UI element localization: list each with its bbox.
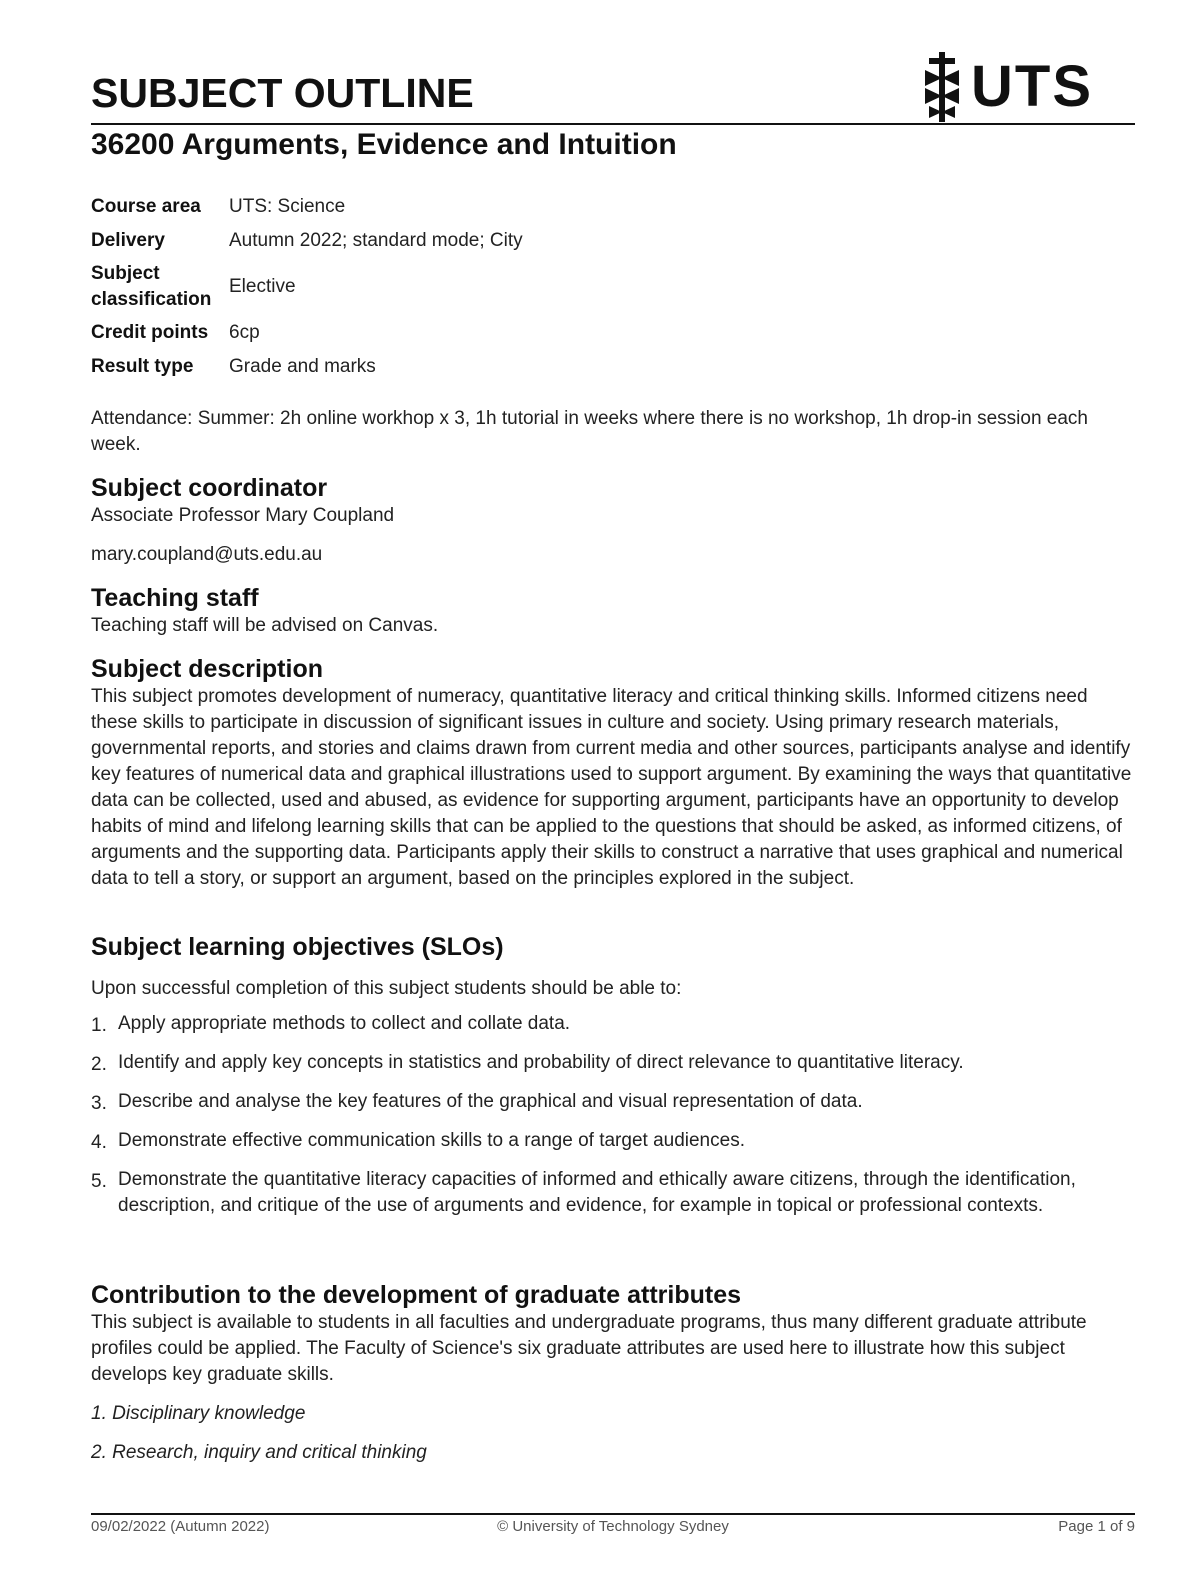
description-heading: Subject description: [91, 655, 323, 683]
info-value: Elective: [229, 276, 296, 297]
footer-copyright: © University of Technology Sydney: [497, 1518, 729, 1535]
list-number: 3.: [91, 1093, 107, 1114]
page-footer: [91, 1518, 1135, 1540]
document-title: SUBJECT OUTLINE: [91, 70, 474, 116]
list-number: 5.: [91, 1171, 107, 1192]
footer-divider: [91, 1513, 1135, 1515]
subject-info-table: [91, 190, 523, 384]
footer-page-number: Page 1 of 9: [1058, 1518, 1135, 1535]
info-value: Grade and marks: [229, 356, 376, 377]
slos-heading: Subject learning objectives (SLOs): [91, 933, 504, 961]
uts-crest-icon: [921, 52, 963, 122]
uts-logo: [921, 52, 1093, 122]
list-item: [91, 1128, 1095, 1156]
list-item: [91, 1050, 1095, 1078]
document-page: [91, 0, 1135, 1590]
graduate-attributes-heading: Contribution to the development of graduate attributes: [91, 1281, 741, 1309]
coordinator-name: Associate Professor Mary Coupland: [91, 505, 395, 526]
info-label: Subject classification: [91, 263, 212, 310]
list-text: Identify and apply key concepts in statistics and probability of direct relevance to quantitative literacy.: [118, 1052, 964, 1073]
list-text: Apply appropriate methods to collect and collate data.: [118, 1013, 571, 1034]
slos-list: [91, 1011, 1095, 1230]
teaching-staff-heading: Teaching staff: [91, 584, 259, 612]
list-number: 4.: [91, 1132, 107, 1153]
coordinator-heading: Subject coordinator: [91, 474, 328, 502]
list-item: [91, 1011, 1095, 1039]
teaching-staff-text: Teaching staff will be advised on Canvas.: [91, 615, 439, 636]
list-text: Demonstrate the quantitative literacy capacities of informed and ethically aware citizens, through the identification, description, and critique of the use of arguments and evidence, for example in topical or professional contexts.: [118, 1169, 1076, 1216]
list-number: 2.: [91, 1054, 107, 1075]
info-row-course-area: [91, 190, 523, 224]
info-row-result-type: [91, 350, 523, 384]
coordinator-email[interactable]: mary.coupland@uts.edu.au: [91, 544, 323, 565]
footer-date: 09/02/2022 (Autumn 2022): [91, 1518, 270, 1535]
list-text: Describe and analyse the key features of the graphical and visual representation of data.: [118, 1091, 863, 1112]
list-item: [91, 1089, 1095, 1117]
description-text: This subject promotes development of numeracy, quantitative literacy and critical thinking skills. Informed citizens need these skills to participate in discussion of significant issues in culture and society. Using primary research materials, governmental reports, and stories and claims drawn from current media and other sources, participants analyse and identify key features of numerical data and graphical illustrations used to support argument. By examining the ways that quantitative data can be collected, used and abused, as evidence for supporting argument, participants have an opportunity to develop habits of mind and lifelong learning skills that can be applied to the questions that should be asked, as informed citizens, of arguments and the supporting data. Participants apply their skills to construct a narrative that uses graphical and numerical data to tell a story, or support an argument, based on the principles explored in the subject.: [91, 686, 1132, 889]
info-value: 6cp: [229, 322, 260, 343]
attendance-text: Attendance: Summer: 2h online workhop x 3, 1h tutorial in weeks where there is no workshop, 1h drop-in session each week.: [91, 408, 1088, 455]
graduate-attribute-2: 2. Research, inquiry and critical thinking: [91, 1442, 427, 1463]
subject-title: 36200 Arguments, Evidence and Intuition: [91, 128, 677, 161]
info-row-classification: [91, 258, 523, 316]
info-label: Credit points: [91, 322, 209, 343]
info-value: UTS: Science: [229, 196, 346, 217]
info-value: Autumn 2022; standard mode; City: [229, 230, 523, 251]
info-label: Course area: [91, 196, 201, 217]
info-row-credit-points: [91, 316, 523, 350]
header-divider: [91, 123, 1135, 125]
uts-logo-text: UTS: [971, 54, 1093, 119]
list-item: [91, 1167, 1095, 1219]
graduate-attributes-text: This subject is available to students in all faculties and undergraduate programs, thus many different graduate attribute profiles could be applied. The Faculty of Science's six graduate attributes are used here to illustrate how this subject develops key graduate skills.: [91, 1312, 1087, 1385]
slos-intro: Upon successful completion of this subject students should be able to:: [91, 978, 682, 999]
info-label: Delivery: [91, 230, 165, 251]
list-number: 1.: [91, 1015, 107, 1036]
graduate-attribute-1: 1. Disciplinary knowledge: [91, 1403, 306, 1424]
info-label: Result type: [91, 356, 194, 377]
info-row-delivery: [91, 224, 523, 258]
list-text: Demonstrate effective communication skills to a range of target audiences.: [118, 1130, 745, 1151]
